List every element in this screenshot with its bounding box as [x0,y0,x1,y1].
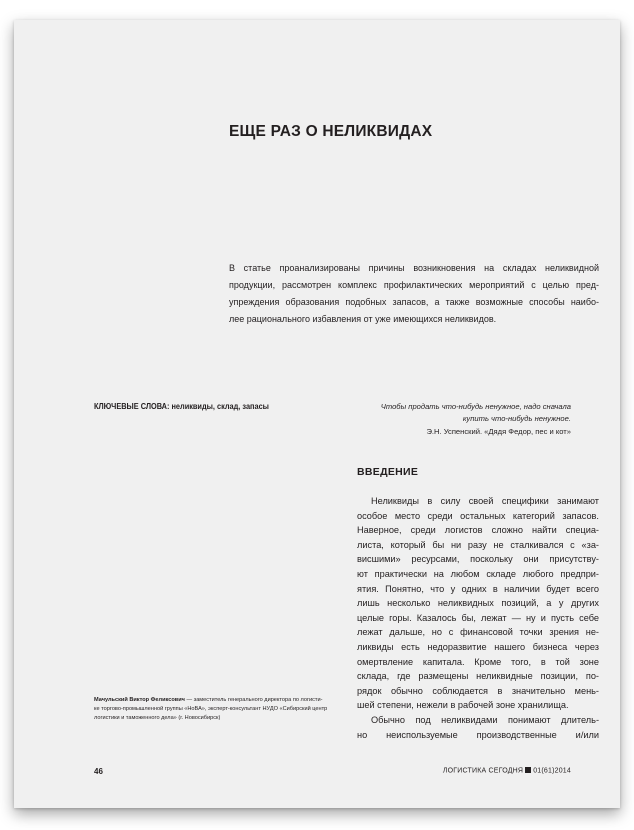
journal-name: ЛОГИСТИКА СЕГОДНЯ [442,767,524,775]
body-line: ют практически на любом складе любого предпри- [357,568,599,579]
body-line: висшими» ресурсами, поскольку они присутству- [357,554,599,565]
author-name: Мачульский Виктор Феликсович [94,697,185,703]
body-line: но неиспользуемые производственные и/или [357,729,599,740]
abstract-line: упреждения образования подобных запасов, а также возможные способы наибо- [229,297,599,307]
issue-number: 01(61)2014 [533,767,571,775]
body-line: особое место среди остальных категорий запасов. [357,510,599,521]
author-line: логистики и таможенного дела» (г. Новосибирск) [94,715,221,721]
body-line: целые горы. Казалось бы, лежат — ну и пусть себе [357,612,599,623]
body-line: Неликвиды в силу своей специфики занимают [371,496,599,506]
running-footer [443,767,571,775]
abstract-line: лее рационального избавления от уже имеющихся неликвидов. [229,314,497,324]
author-line [94,696,334,705]
author-note [94,696,334,723]
document-page [14,20,620,808]
body-line: рядок обычно соблюдается в значительно мень- [357,685,599,696]
abstract-line: В статье проанализированы причины возникновения на складах неликвидной [229,263,599,273]
square-bullet-icon [525,767,531,773]
body-line: Наверное, среди логистов сложно найти специа- [357,525,599,536]
body-line: омертвление капитала. Кроме того, в той зоне [357,656,599,667]
body-text [357,494,599,742]
body-line: Обычно под неликвидами понимают длитель- [371,714,599,725]
body-line: лишь несколько неликвидных позиций, а у других [357,598,599,609]
article-abstract [229,260,599,328]
author-line: ке торгово-промышленной группы «НоВА», эксперт-консультант НУДО «Сибирский центр [94,706,328,712]
section-heading: ВВЕДЕНИЕ [357,466,419,478]
epigraph [311,401,571,438]
body-line: листа, который бы ни разу не сталкивался с «за- [357,539,599,550]
epigraph-quote-line: купить что-нибудь ненужное. [462,414,571,424]
epigraph-quote-line: Чтобы продать что-нибудь ненужное, надо сначала [380,402,571,411]
body-line: шей степени, нежели в рабочей зоне хранилища. [357,700,569,711]
article-title: ЕЩЕ РАЗ О НЕЛИКВИДАХ [229,123,433,140]
author-role: — заместитель генерального директора по логисти- [184,697,323,703]
body-line: склада, где размещены неликвидные позиции, по- [357,671,599,682]
body-line: ятия. Понятно, что у одних в наличии будет всего [357,583,599,594]
abstract-line: продукции, рассмотрен комплекс профилактических мероприятий с целью пред- [229,280,599,290]
body-line: ликвиды есть недоразвитие нашего бизнеса через [357,641,599,652]
epigraph-source: Э.Н. Успенский. «Дядя Федор, пес и кот» [426,426,571,436]
page-number: 46 [94,767,103,776]
keywords: КЛЮЧЕВЫЕ СЛОВА: неликвиды, склад, запасы [94,402,269,411]
body-line: лежат дальше, но с финансовой точки зрения не- [357,627,599,638]
